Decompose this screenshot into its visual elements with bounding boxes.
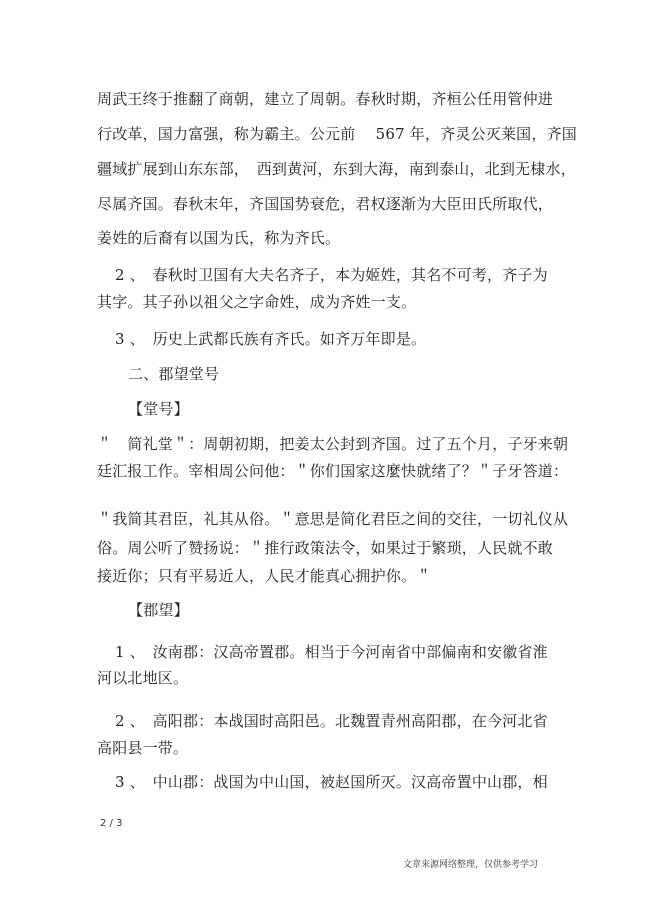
body-line: 廷汇报工作。宰相周公问他：＂你们国家这麼快就绪了？＂子牙答道： — [97, 462, 569, 480]
body-line: 其字。其子孙以祖父之字命姓，成为齐姓一支。 — [97, 293, 417, 311]
list-item-line: 2 、 高阳郡：本战国时高阳邑。北魏置青州高阳郡，在今河北省 — [115, 712, 548, 730]
body-line: 行改革，国力富强，称为霸主。公元前 567 年，齐灵公灭莱国，齐国 — [97, 125, 577, 143]
list-item-line: 3 、 中山郡：战国为中山国，被赵国所灭。汉高帝置中山郡，相 — [115, 773, 548, 791]
subsection-heading: 【郡望】 — [128, 601, 189, 619]
list-item-line: 2 、 春秋时卫国有大夫名齐子，本为姬姓，其名不可考，齐子为 — [115, 266, 548, 284]
body-line: ＂ 简礼堂＂：周朝初期，把姜太公封到齐国。过了五个月，子牙来朝 — [97, 435, 569, 453]
body-line: 高阳县一带。 — [97, 739, 189, 757]
list-item-line: 1 、 汝南郡：汉高帝置郡。相当于今河南省中部偏南和安徽省淮 — [115, 643, 548, 661]
body-line: 俗。周公听了赞扬说：＂推行政策法令，如果过于繁琐，人民就不敢 — [97, 539, 554, 557]
section-heading: 二、郡望堂号 — [128, 365, 220, 383]
body-line: 接近你；只有平易近人，人民才能真心拥护你。＂ — [97, 567, 432, 585]
body-line: ＂我简其君臣，礼其从俗。＂意思是简化君臣之间的交往，一切礼仪从 — [97, 510, 569, 528]
body-line: 河以北地区。 — [97, 669, 189, 687]
body-line: 疆域扩展到山东东部， 西到黄河，东到大海，南到泰山，北到无棣水， — [97, 160, 576, 178]
subsection-heading: 【堂号】 — [128, 400, 189, 418]
body-line: 周武王终于推翻了商朝，建立了周朝。春秋时期，齐桓公任用管仲进 — [97, 90, 554, 108]
page-number: 2 / 3 — [100, 818, 123, 829]
body-line: 尽属齐国。春秋末年，齐国国势衰危，君权逐渐为大臣田氏所取代， — [97, 195, 554, 213]
body-line: 姜姓的后裔有以国为氏，称为齐氏。 — [97, 229, 341, 247]
footer-note: 文章来源网络整理，仅供参考学习 — [403, 860, 539, 870]
list-item-line: 3 、 历史上武都氏族有齐氏。如齐万年即是。 — [115, 330, 427, 348]
